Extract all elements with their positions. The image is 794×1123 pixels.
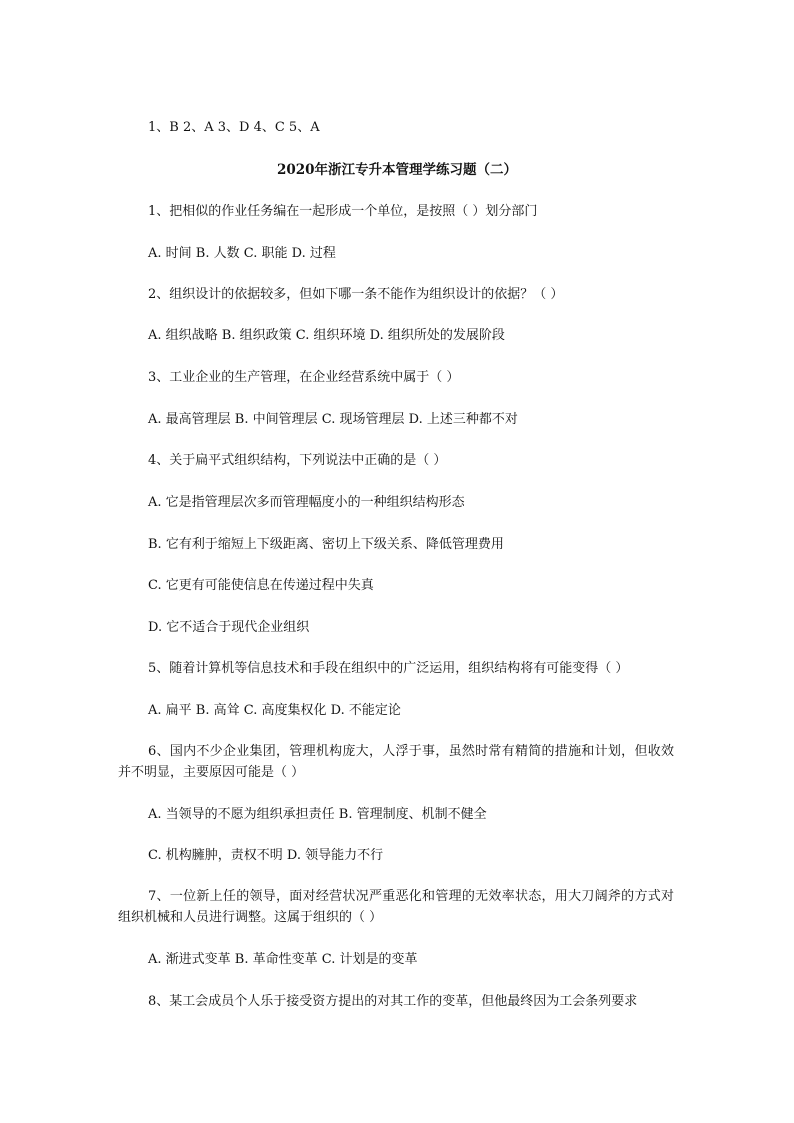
question-6-options-row-2: C. 机构臃肿，责权不明 D. 领导能力不行 [148, 848, 384, 863]
question-4-option-a: A. 它是指管理层次多而管理幅度小的一种组织结构形态 [148, 495, 465, 510]
question-4: 4、关于扁平式组织结构，下列说法中正确的是（ ） [148, 453, 447, 468]
question-6: 6、国内不少企业集团，管理机构庞大，人浮于事，虽然时常有精简的措施和计划，但收效并不明显，主要原因可能是（ ） [118, 744, 674, 780]
question-2-options: A. 组织战略 B. 组织政策 C. 组织环境 D. 组织所处的发展阶段 [148, 328, 505, 343]
question-1: 1、把相似的作业任务编在一起形成一个单位，是按照（ ）划分部门 [148, 204, 538, 219]
question-3-options: A. 最高管理层 B. 中间管理层 C. 现场管理层 D. 上述三种都不对 [148, 412, 518, 427]
question-1-options: A. 时间 B. 人数 C. 职能 D. 过程 [148, 246, 336, 261]
question-8: 8、某工会成员个人乐于接受资方提出的对其工作的变革，但他最终因为工会条列要求 [148, 994, 638, 1009]
question-4-option-c: C. 它更有可能使信息在传递过程中失真 [148, 578, 374, 593]
question-7-options: A. 渐进式变革 B. 革命性变革 C. 计划是的变革 [148, 952, 418, 967]
question-4-option-d: D. 它不适合于现代企业组织 [148, 620, 310, 635]
question-5: 5、随着计算机等信息技术和手段在组织中的广泛运用，组织结构将有可能变得（ ） [148, 661, 629, 676]
previous-answers-line: 1、B 2、A 3、D 4、C 5、A [148, 120, 320, 135]
question-5-options: A. 扁平 B. 高耸 C. 高度集权化 D. 不能定论 [148, 703, 401, 718]
question-6-options-row-1: A. 当领导的不愿为组织承担责任 B. 管理制度、机制不健全 [148, 807, 487, 822]
document-title: 2020年浙江专升本管理学练习题（二） [276, 162, 518, 178]
question-3: 3、工业企业的生产管理，在企业经营系统中属于（ ） [148, 370, 460, 385]
question-4-option-b: B. 它有利于缩短上下级距离、密切上下级关系、降低管理费用 [148, 537, 504, 552]
question-2: 2、组织设计的依据较多，但如下哪一条不能作为组织设计的依据？（ ） [148, 287, 564, 302]
question-7: 7、一位新上任的领导，面对经营状况严重恶化和管理的无效率状态，用大刀阔斧的方式对组织机械和人员进行调整。这属于组织的（ ） [118, 889, 674, 925]
